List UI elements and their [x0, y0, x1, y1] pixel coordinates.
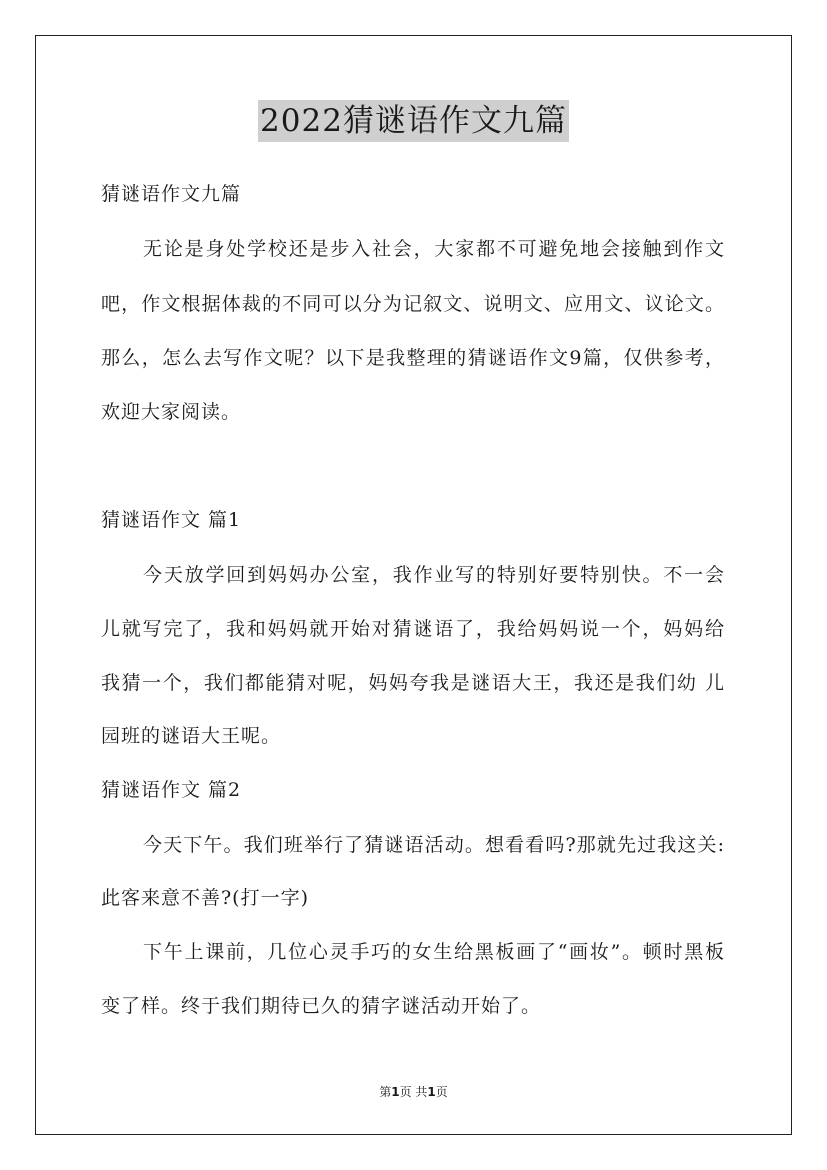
document-title-wrapper	[0, 100, 827, 142]
section1-line-2: 儿就写完了，我和妈妈就开始对猜谜语了，我给妈妈说一个，妈妈给	[101, 618, 725, 640]
intro-line-4: 欢迎大家阅读。	[101, 401, 242, 423]
document-title: 2022猜谜语作文九篇	[258, 100, 569, 142]
section2-para2-line-1: 下午上课前，几位心灵手巧的女生给黑板画了“画妆”。顿时黑板	[143, 941, 725, 963]
footer-page-mid: 页 共	[399, 1085, 428, 1099]
section2-para1-line-2: 此客来意不善?(打一字)	[101, 887, 310, 909]
section2-para1-line-1: 今天下午。我们班举行了猜谜语活动。想看看吗?那就先过我这关:	[143, 834, 725, 856]
intro-line-2: 吧，作文根据体裁的不同可以分为记叙文、说明文、应用文、议论文。	[101, 293, 725, 315]
section1-line-4: 园班的谜语大王呢。	[101, 725, 282, 747]
intro-line-3: 那么，怎么去写作文呢？以下是我整理的猜谜语作文9篇，仅供参考，	[101, 347, 725, 369]
footer-page-suffix: 页	[435, 1085, 448, 1099]
section1-line-3: 我猜一个，我们都能猜对呢，妈妈夸我是谜语大王，我还是我们幼 儿	[101, 672, 725, 694]
page-footer	[0, 1084, 827, 1100]
footer-page-prefix: 第	[379, 1085, 392, 1099]
section1-heading: 猜谜语作文 篇1	[101, 509, 242, 531]
section2-para2-line-2: 变了样。终于我们期待已久的猜字谜活动开始了。	[101, 995, 542, 1017]
section2-heading: 猜谜语作文 篇2	[101, 779, 242, 801]
footer-page-current: 1	[391, 1085, 400, 1099]
footer-page-total: 1	[427, 1085, 436, 1099]
section1-line-1: 今天放学回到妈妈办公室，我作业写的特别好要特别快。不一会	[143, 564, 725, 586]
document-subtitle: 猜谜语作文九篇	[101, 183, 242, 205]
intro-line-1: 无论是身处学校还是步入社会，大家都不可避免地会接触到作文	[143, 238, 725, 260]
